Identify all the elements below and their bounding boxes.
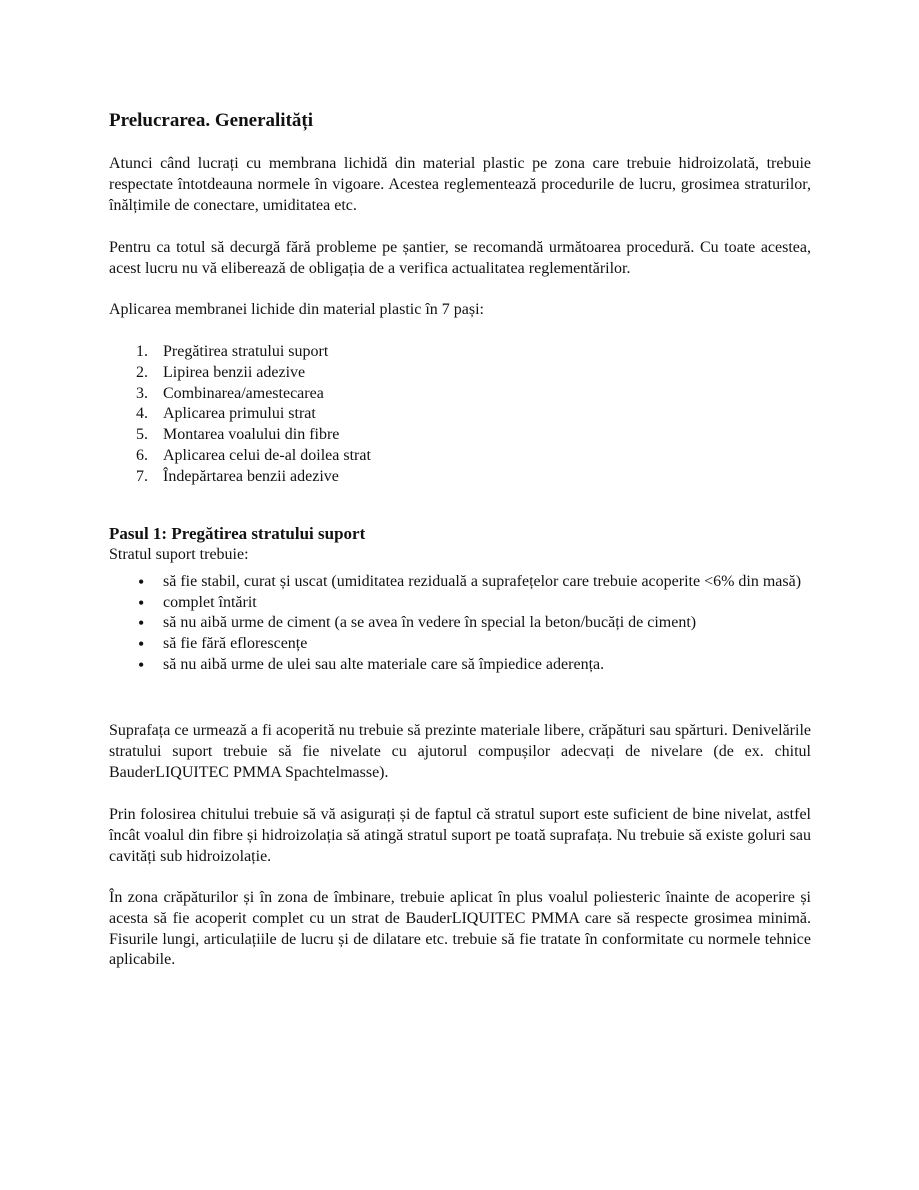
list-item: 5. Montarea voalului din fibre	[136, 426, 340, 444]
paragraph-text: În zona crăpăturilor și în zona de îmbinare, trebuie aplicat în plus voalul poliesteric înainte de acoperire și acesta să fie acoperit complet cu un strat de BauderLIQUITEC PMMA care să respecte grosimea minimă. Fisurile lungi, articulațiile de lucru și de dilatare etc. trebuie să fie tratate în conformitate cu normele tehnice aplicabile.	[109, 889, 811, 969]
paragraph-text: Suprafața ce urmează a fi acoperită nu trebuie să prezinte materiale libere, crăpături sau spărturi. Denivelările stratului suport trebuie să fie nivelate cu ajutorul compușilor adecvați de nivelare (de ex. chitul BauderLIQUITEC PMMA Spachtelmasse).	[109, 722, 811, 781]
steps-intro	[109, 300, 811, 321]
procedure-paragraph	[109, 238, 811, 280]
list-item: • să fie fără eflorescențe	[109, 634, 811, 655]
list-item: 1. Pregătirea stratului suport	[136, 343, 329, 360]
list-item: 4. Aplicarea primului strat	[136, 405, 316, 423]
list-item: 6. Aplicarea celui de-al doilea strat	[136, 446, 371, 464]
requirements-list	[109, 572, 811, 676]
putty-paragraph	[109, 805, 811, 867]
paragraph-text: Atunci când lucrați cu membrana lichidă din material plastic pe zona care trebuie hidroizolată, trebuie respectate întotdeauna normele în vigoare. Acestea reglementează procedurile de lucru, grosimea straturilor, înălțimile de conectare, umiditatea etc.	[109, 155, 811, 214]
step1-section	[109, 523, 811, 676]
steps-list	[109, 342, 811, 488]
list-item: 7. Îndepărtarea benzii adezive	[136, 467, 339, 485]
cracks-paragraph	[109, 888, 811, 971]
section-heading: Pasul 1: Pregătirea stratului suport	[109, 524, 366, 543]
paragraph-text: Prin folosirea chitului trebuie să vă asigurați și de faptul că stratul suport este suficient de bine nivelat, astfel încât voalul din fibre și hidroizolația să atingă stratul suport pe toată suprafața. Nu trebuie să existe goluri sau cavități sub hidroizolație.	[109, 806, 811, 865]
paragraph-text: Aplicarea membranei lichide din material plastic în 7 pași:	[109, 301, 484, 318]
list-item: • complet întărit	[109, 593, 811, 614]
section-intro: Stratul suport trebuie:	[109, 546, 249, 563]
list-item: 2. Lipirea benzii adezive	[136, 363, 306, 381]
list-item: • să fie stabil, curat și uscat (umiditatea reziduală a suprafețelor care trebuie acoperite <6% din masă)	[109, 572, 811, 593]
page-title: Prelucrarea. Generalități	[109, 110, 313, 131]
list-item: • să nu aibă urme de ulei sau alte materiale care să împiedice aderența.	[109, 655, 811, 676]
list-item: 3. Combinarea/amestecarea	[136, 384, 324, 402]
intro-paragraph	[109, 154, 811, 216]
surface-paragraph	[109, 721, 811, 783]
paragraph-text: Pentru ca totul să decurgă fără probleme pe șantier, se recomandă următoarea procedură. Cu toate acestea, acest lucru nu vă eliberează de obligația de a verifica actualitatea reglementărilor.	[109, 239, 811, 277]
list-item: • să nu aibă urme de ciment (a se avea în vedere în special la beton/bucăți de ciment)	[109, 613, 811, 634]
